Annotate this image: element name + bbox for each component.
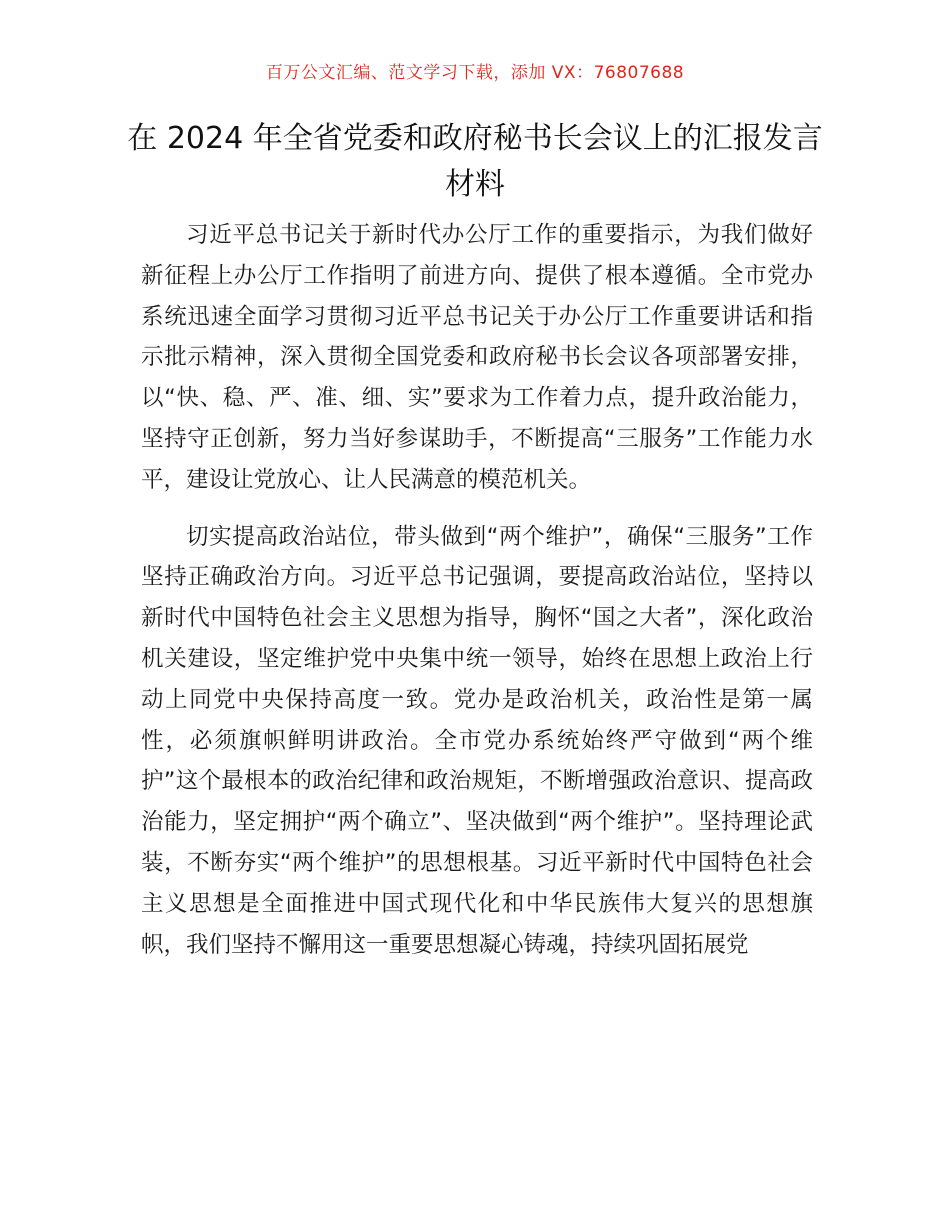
document-title: 在 2024 年全省党委和政府秘书长会议上的汇报发言材料 — [127, 121, 823, 202]
header-watermark-note: 百万公文汇编、范文学习下载，添加 VX：76807688 — [265, 63, 685, 83]
paragraph-political-stance: 切实提高政治站位，带头做到“两个维护”，确保“三服务”工作坚持正确政治方向。习近平总书记强调，要提高政治站位，坚持以新时代中国特色社会主义思想为指导，胸怀“国之大者”，深化政治机关建设，坚定维护党中央集中统一领导，始终在思想上政治上行动上同党中央保持高度一致。党办是政治机关，政治性是第一属性，必须旗帜鲜明讲政治。全市党办系统始终严守做到“两个维护”这个最根本的政治纪律和政治规矩，不断增强政治意识、提高政治能力，坚定拥护“两个确立”、坚决做到“两个维护”。坚持理论武装，不断夯实“两个维护”的思想根基。习近平新时代中国特色社会主义思想是全面推进中国式现代化和中华民族伟大复兴的思想旗帜，我们坚持不懈用这一重要思想凝心铸魂，持续巩固拓展党 — [141, 523, 813, 958]
paragraph-intro: 习近平总书记关于新时代办公厅工作的重要指示，为我们做好新征程上办公厅工作指明了前进方向、提供了根本遵循。全市党办系统迅速全面学习贯彻习近平总书记关于办公厅工作重要讲话和指示批示精神，深入贯彻全国党委和政府秘书长会议各项部署安排，以“快、稳、严、准、细、实”要求为工作着力点，提升政治能力，坚持守正创新，努力当好参谋助手，不断提高“三服务”工作能力水平，建设让党放心、让人民满意的模范机关。 — [141, 222, 813, 493]
document-body — [141, 215, 813, 965]
